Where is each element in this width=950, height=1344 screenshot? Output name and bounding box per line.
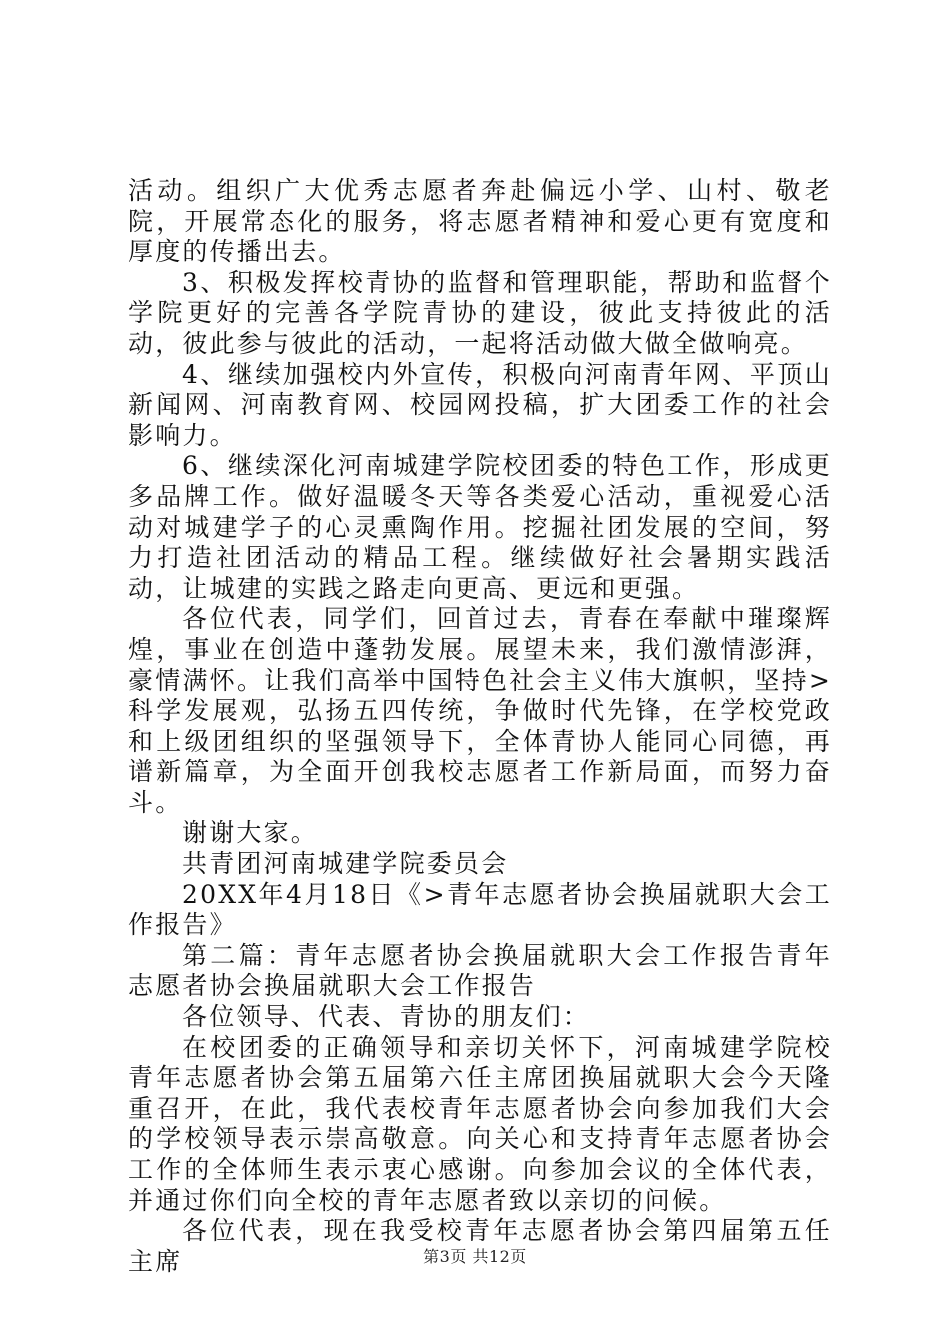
paragraph: 20XX年4月18日《>青年志愿者协会换届就职大会工作报告》 xyxy=(128,879,832,940)
paragraph: 各位代表，同学们，回首过去，青春在奉献中璀璨辉煌，事业在创造中蓬勃发展。展望未来，我们激情澎湃，豪情满怀。让我们高举中国特色社会主义伟大旗帜，坚持>科学发展观，弘扬五四传统，争做时代先锋，在学校党政和上级团组织的坚强领导下，全体青协人能同心同德，再谱新篇章，为全面开创我校志愿者工作新局面，而努力奋斗。 xyxy=(128,604,832,817)
paragraph: 各位领导、代表、青协的朋友们： xyxy=(182,1002,591,1032)
paragraph: 在校团委的正确领导和亲切关怀下，河南城建学院校青年志愿者协会第五届第六任主席团换届就职大会今天隆重召开，在此，我代表校青年志愿者协会向参加我们大会的学校领导表示崇高敬意。向关心和支持青年志愿者协会工作的全体师生表示衷心感谢。向参加会议的全体代表，并通过你们向全校的青年志愿者致以亲切的问候。 xyxy=(128,1032,832,1215)
paragraph: 6、继续深化河南城建学院校团委的特色工作，形成更多品牌工作。做好温暖冬天等各类爱心活动，重视爱心活动对城建学子的心灵熏陶作用。挖掘社团发展的空间，努力打造社团活动的精品工程。继续做好社会暑期实践活动，让城建的实践之路走向更高、更远和更强。 xyxy=(128,451,832,603)
paragraph: 各位代表，现在我受校青年志愿者协会第四届第五任主席 xyxy=(128,1216,832,1276)
paragraph: 第二篇：青年志愿者协会换届就职大会工作报告青年志愿者协会换届就职大会工作报告 xyxy=(128,940,832,1001)
paragraph: 4、继续加强校内外宣传，积极向河南青年网、平顶山新闻网、河南教育网、校园网投稿，扩大团委工作的社会影响力。 xyxy=(128,359,832,450)
paragraph: 活动。组织广大优秀志愿者奔赴偏远小学、山村、敬老院，开展常态化的服务，将志愿者精神和爱心更有宽度和厚度的传播出去。 xyxy=(128,176,832,267)
page-number-footer: 第3页 共12页 xyxy=(423,1247,527,1266)
paragraph: 谢谢大家。 xyxy=(182,818,319,848)
paragraph: 共青团河南城建学院委员会 xyxy=(182,849,509,879)
document-body xyxy=(128,176,832,1277)
paragraph: 3、积极发挥校青协的监督和管理职能，帮助和监督个学院更好的完善各学院青协的建设，彼此支持彼此的活动，彼此参与彼此的活动，一起将活动做大做全做响亮。 xyxy=(128,267,832,358)
